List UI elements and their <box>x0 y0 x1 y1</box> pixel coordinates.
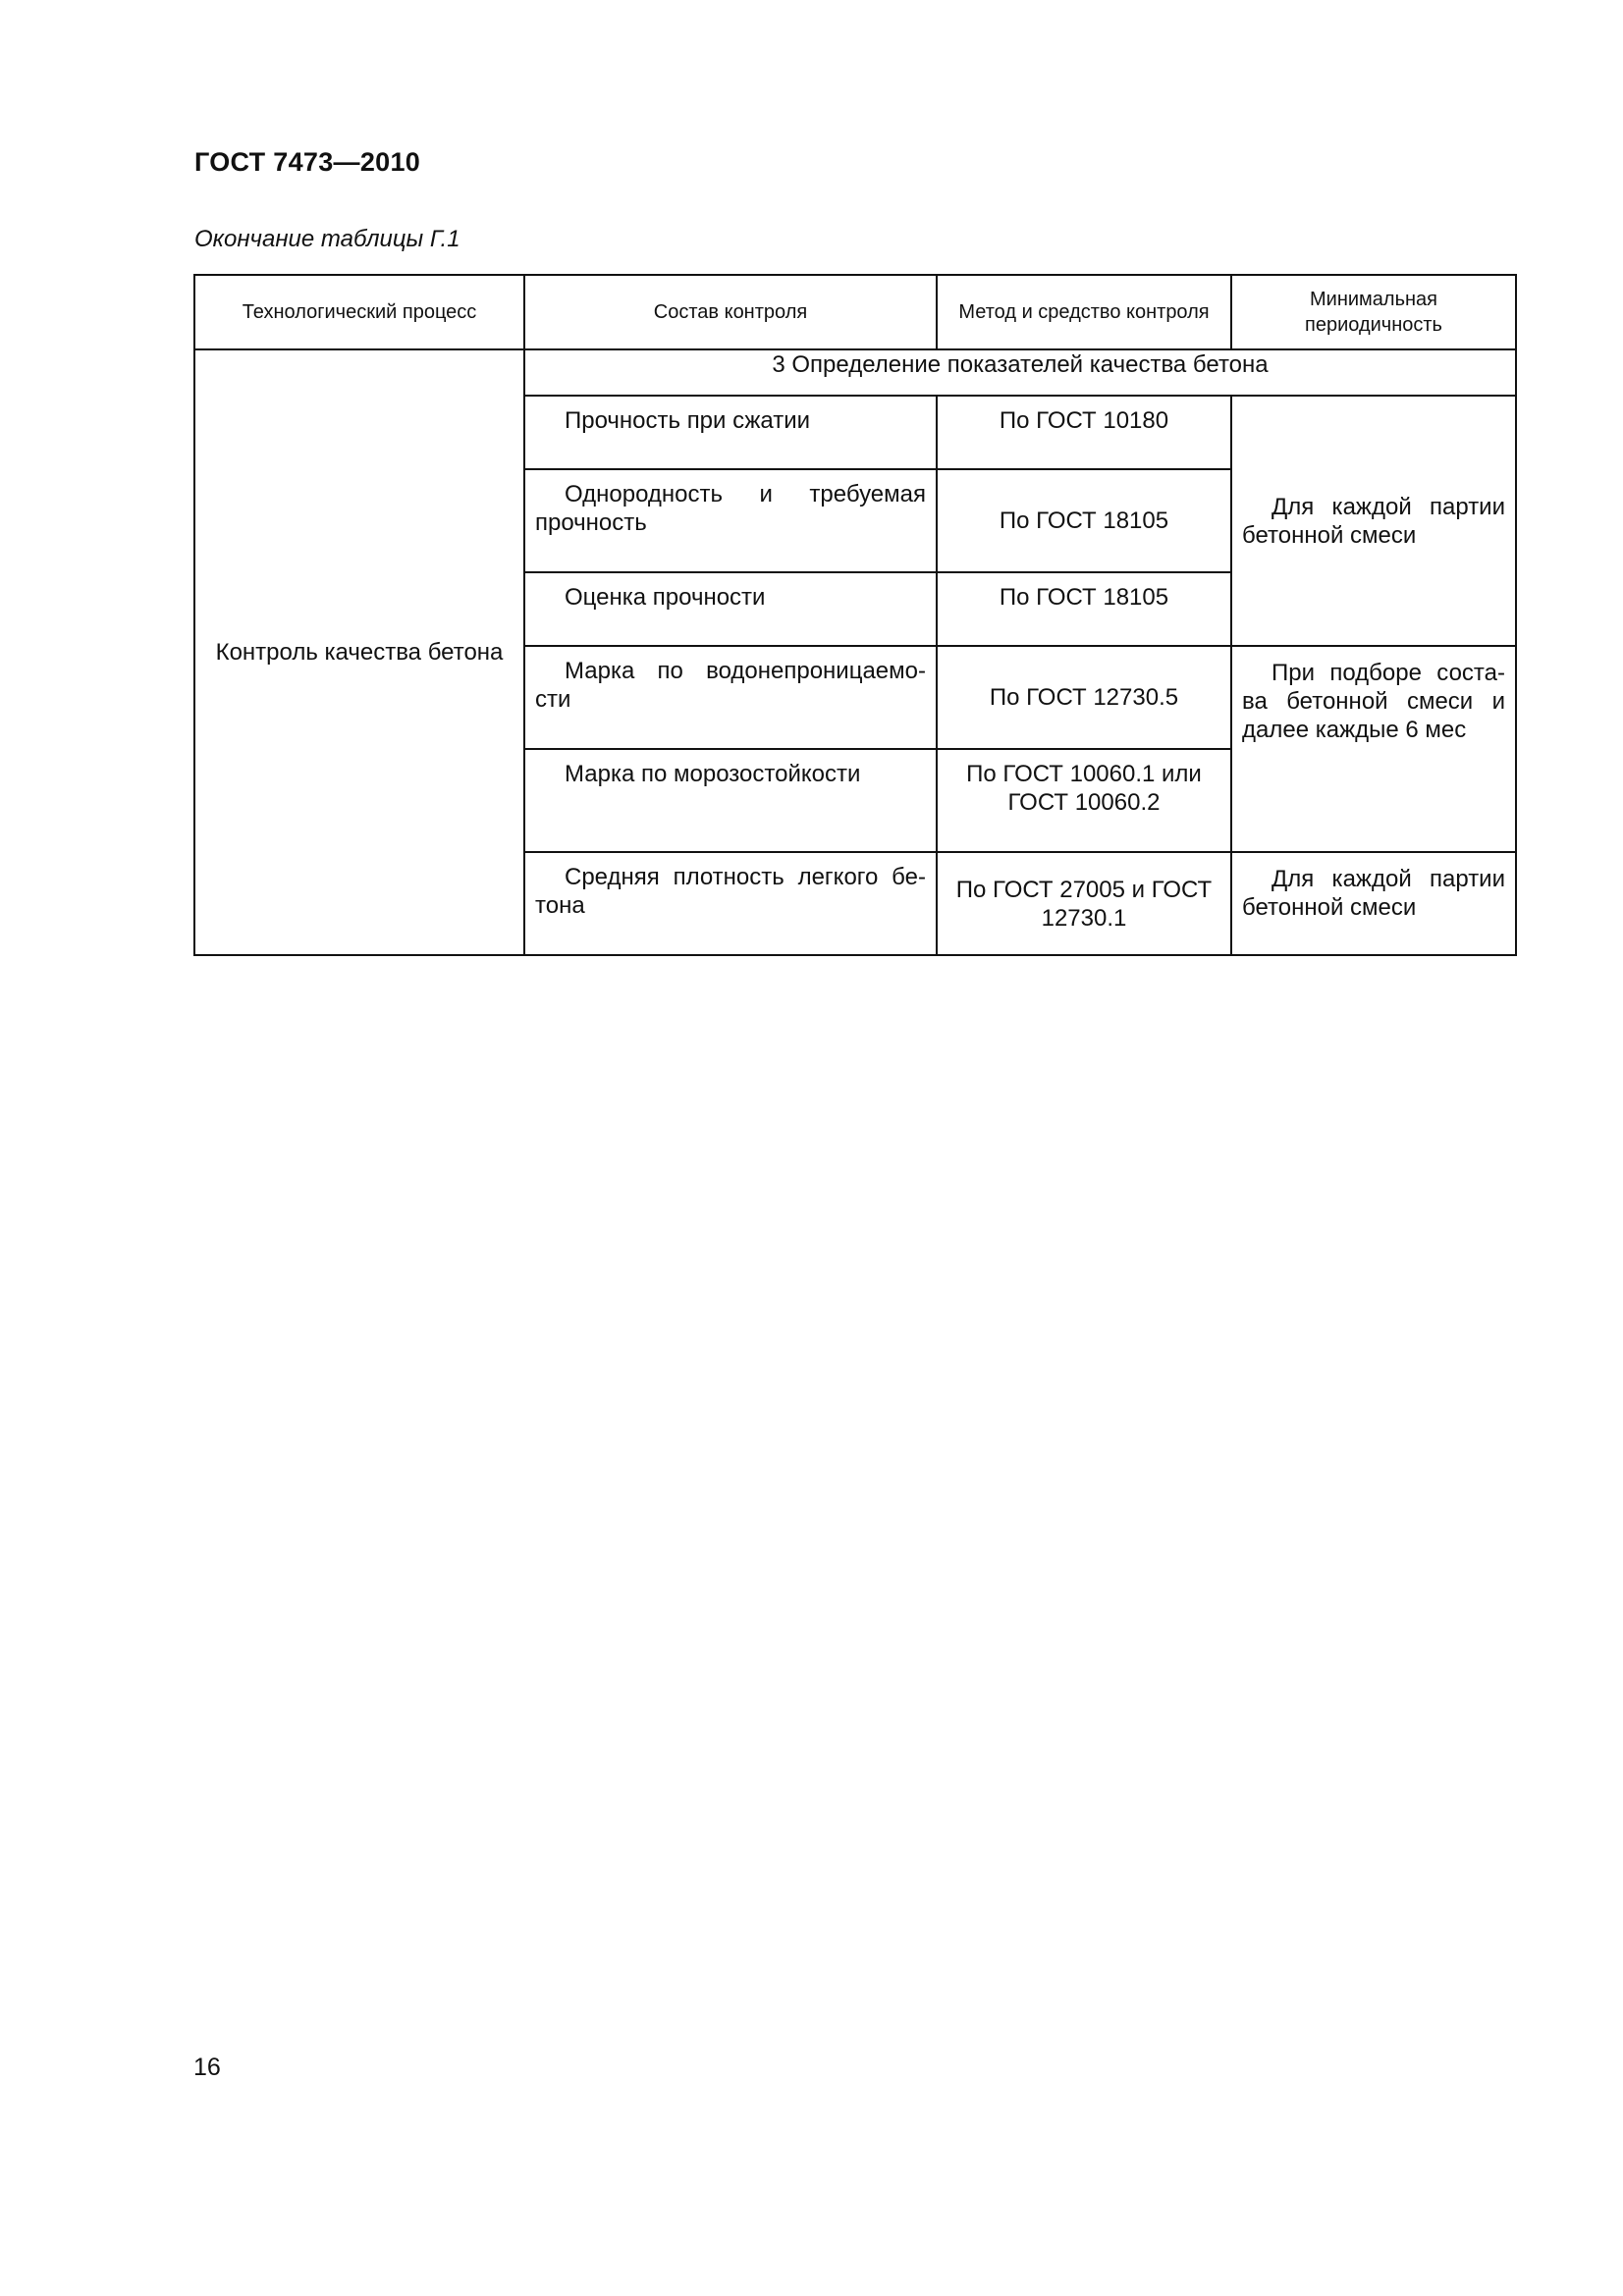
frequency-cell: При подборе соста-ва бетонной смеси и далее каждые 6 мес <box>1231 646 1516 852</box>
section-row <box>194 349 1516 396</box>
column-header-process: Технологический процесс <box>194 275 524 349</box>
section-title: 3 Определение показателей качества бетона <box>524 349 1516 396</box>
column-header-control: Состав контроля <box>524 275 937 349</box>
column-header-frequency: Минимальная периодичность <box>1231 275 1516 349</box>
control-method: По ГОСТ 12730.5 <box>937 646 1231 749</box>
control-method: По ГОСТ 18105 <box>937 469 1231 572</box>
process-cell: Контроль качества бетона <box>194 349 524 955</box>
control-item: Средняя плотность легкого бе-тона <box>524 852 937 955</box>
control-method: По ГОСТ 18105 <box>937 572 1231 646</box>
control-item: Оценка прочности <box>524 572 937 646</box>
control-method: По ГОСТ 10060.1 или ГОСТ 10060.2 <box>937 749 1231 852</box>
control-method: По ГОСТ 27005 и ГОСТ 12730.1 <box>937 852 1231 955</box>
control-method: По ГОСТ 10180 <box>937 396 1231 469</box>
control-item: Прочность при сжатии <box>524 396 937 469</box>
control-item: Марка по водонепроницаемо-сти <box>524 646 937 749</box>
table-header-row <box>194 275 1516 349</box>
document-id: ГОСТ 7473—2010 <box>194 147 421 177</box>
control-item: Однородность и требуемая прочность <box>524 469 937 572</box>
quality-control-table <box>193 274 1517 956</box>
table-caption: Окончание таблицы Г.1 <box>194 226 460 252</box>
page-number: 16 <box>193 2054 221 2081</box>
column-header-method: Метод и средство контроля <box>937 275 1231 349</box>
frequency-cell: Для каждой партии бетонной смеси <box>1231 396 1516 646</box>
frequency-cell: Для каждой партии бетонной смеси <box>1231 852 1516 955</box>
control-item: Марка по морозостойкости <box>524 749 937 852</box>
